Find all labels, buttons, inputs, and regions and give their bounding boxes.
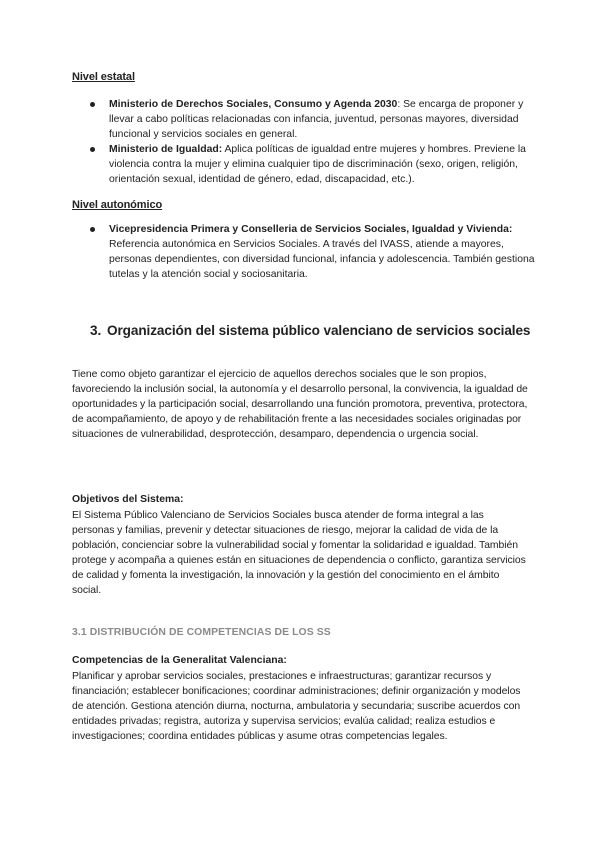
objetivos-text: El Sistema Público Valenciano de Servicios Sociales busca atender de forma integral a las personas y familias, prevenir y detectar situaciones de riesgo, mejorar la calidad de vida de la población, concienciar sobre la vulnerabilidad social y fomentar la solidaridad e igualdad. También protege y acompaña a quienes están en situaciones de dependencia o conflicto, garantiza servicios de calidad y fomenta la investigación, la innovación y la gestión del conocimiento en el ámbito social. [72,510,526,596]
competencias-text: Planificar y aprobar servicios sociales, prestaciones e infraestructuras; garantizar recursos y financiación; establecer bonificaciones; coordinar administraciones; definir organización y modelos de atención. Gestiona atención diurna, nocturna, ambulatoria y secundaria; suscribe acuerdos con entidades privadas; registra, autoriza y supervisa servicios; evalúa calidad; realiza estudios e investigaciones; coordina entidades públicas y asume otras competencias legales. [72,671,521,742]
item-text: Referencia autonómica en Servicios Sociales. A través del IVASS, atiende a mayores, personas dependientes, con diversidad funcional, infancia y adolescencia. También gestiona tutelas y la atención social y sociosanitaria. [109,239,535,280]
section-3-1-title: 3.1 DISTRIBUCIÓN DE COMPETENCIAS DE LOS SS [72,627,331,638]
item-text: Se encarga de proponer y llevar a cabo políticas relacionadas con infancia, juventud, personas mayores, diversidad funcional y servicios sociales en general. [109,99,524,140]
objetivos-heading: Objetivos del Sistema: [72,494,184,505]
item-sep: : [397,99,401,110]
nivel-autonomico-heading: Nivel autonómico [72,199,163,211]
autonomico-list [90,222,546,282]
competencias-heading: Competencias de la Generalitat Valenciana: [72,655,287,666]
list-item [90,97,546,142]
list-item [90,142,546,187]
item-title: Vicepresidencia Primera y Conselleria de Servicios Sociales, Igualdad y Vivienda: [109,224,513,235]
list-item [90,222,546,282]
nivel-estatal-heading: Nivel estatal [72,71,135,83]
section-3-title: Organización del sistema público valenciano de servicios sociales [107,323,531,338]
item-title: Ministerio de Igualdad: [109,144,223,155]
estatal-list [90,97,546,187]
section-3-intro: Tiene como objeto garantizar el ejercicio de aquellos derechos sociales que le son propios, favoreciendo la inclusión social, la autonomía y el desarrollo personal, la convivencia, la igualdad de oportunidades y la participación social, desarrollando una función promotora, preventiva, protectora, de acompañamiento, de apoyo y de rehabilitación frente a las necesidades sociales originadas por situaciones de vulnerabilidad, desprotección, desamparo, dependencia o urgencia social. [72,369,528,440]
section-3-number: 3. [90,323,102,338]
item-text: Aplica políticas de igualdad entre mujeres y hombres. Previene la violencia contra la mujer y elimina cualquier tipo de discriminación (sexo, origen, religión, orientación sexual, identidad de género, edad, discapacidad, etc.). [109,144,526,185]
item-title: Ministerio de Derechos Sociales, Consumo y Agenda 2030 [109,99,398,110]
